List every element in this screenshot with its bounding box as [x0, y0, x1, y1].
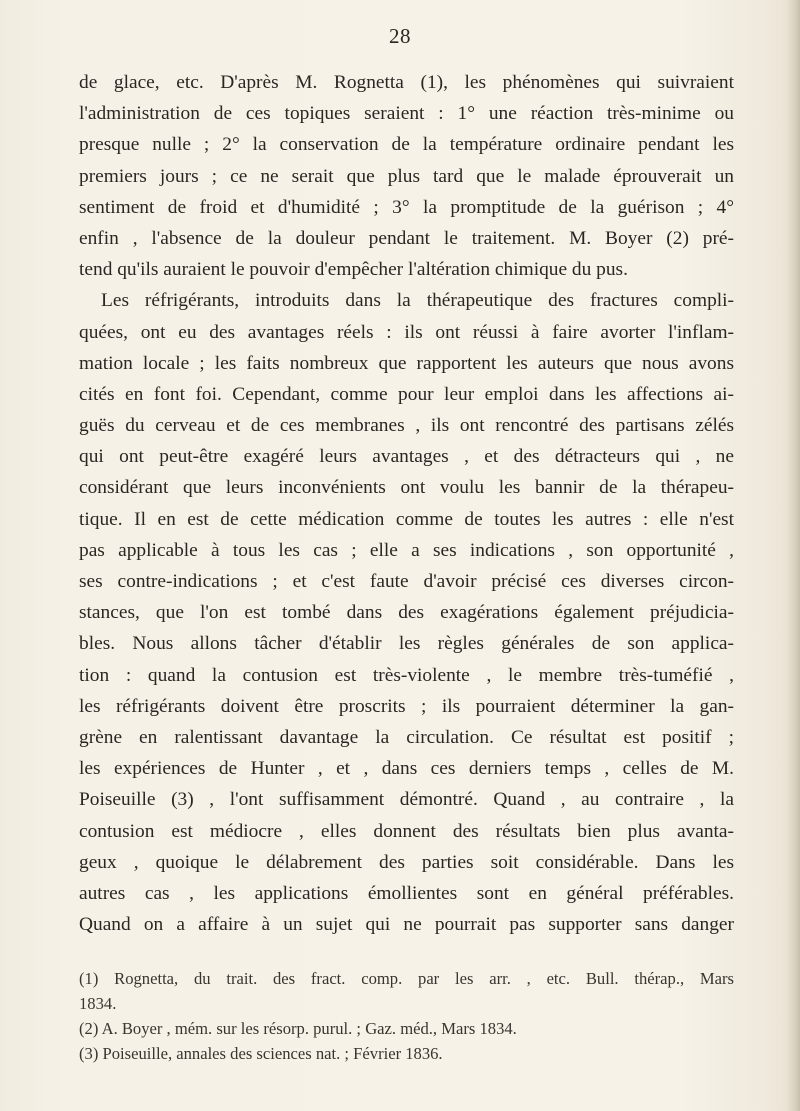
body-line: stances, que l'on est tombé dans des exagérations également préjudicia-: [79, 602, 734, 624]
page-number: 28: [389, 24, 411, 48]
body-line: les expériences de Hunter , et , dans ces derniers temps , celles de M.: [79, 758, 734, 780]
footnote-line: (1) Rognetta, du trait. des fract. comp. par les arr. , etc. Bull. thérap., Mars: [79, 969, 734, 988]
footnotes: [79, 966, 734, 1066]
body-line: autres cas , les applications émollientes sont en général préférables.: [79, 882, 734, 904]
body-line: Quand on a affaire à un sujet qui ne pourrait pas supporter sans danger: [79, 914, 734, 936]
body-text: [79, 67, 734, 940]
body-line: considérant que leurs inconvénients ont voulu les bannir de la thérapeu-: [79, 477, 734, 499]
body-line: enfin , l'absence de la douleur pendant le traitement. M. Boyer (2) pré-: [79, 227, 734, 249]
body-line: l'administration de ces topiques seraient : 1° une réaction très-minime ou: [79, 103, 734, 125]
body-line: grène en ralentissant davantage la circulation. Ce résultat est positif ;: [79, 726, 734, 748]
body-line: Les réfrigérants, introduits dans la thérapeutique des fractures compli-: [101, 290, 734, 312]
footnote-line: (3) Poiseuille, annales des sciences nat. ; Février 1836.: [79, 1044, 443, 1063]
body-line: presque nulle ; 2° la conservation de la température ordinaire pendant les: [79, 134, 734, 156]
body-line: quées, ont eu des avantages réels : ils ont réussi à faire avorter l'inflam-: [79, 321, 734, 343]
body-line: tique. Il en est de cette médication comme de toutes les autres : elle n'est: [79, 508, 734, 530]
body-line: qui ont peut-être exagéré leurs avantages , et des détracteurs qui , ne: [79, 446, 734, 468]
body-line: cités en font foi. Cependant, comme pour leur emploi dans les affections ai-: [79, 383, 734, 405]
body-line: tend qu'ils auraient le pouvoir d'empêcher l'altération chimique du pus.: [79, 259, 628, 281]
footnote-line: (2) A. Boyer , mém. sur les résorp. purul. ; Gaz. méd., Mars 1834.: [79, 1019, 517, 1038]
body-line: de glace, etc. D'après M. Rognetta (1), les phénomènes qui suivraient: [79, 72, 734, 93]
body-line: les réfrigérants doivent être proscrits ; ils pourraient déterminer la gan-: [79, 695, 734, 717]
body-line: geux , quoique le délabrement des parties soit considérable. Dans les: [79, 851, 734, 873]
body-line: sentiment de froid et d'humidité ; 3° la promptitude de la guérison ; 4°: [79, 196, 734, 218]
body-line: guës du cerveau et de ces membranes , ils ont rencontré des partisans zélés: [79, 415, 734, 437]
body-line: ses contre-indications ; et c'est faute d'avoir précisé ces diverses circon-: [79, 571, 734, 592]
body-line: Poiseuille (3) , l'ont suffisamment démontré. Quand , au contraire , la: [79, 789, 734, 811]
page-edge-shadow: [786, 0, 800, 1111]
footnote-line: 1834.: [79, 994, 117, 1013]
body-line: tion : quand la contusion est très-violente , le membre très-tuméfié ,: [79, 664, 734, 686]
body-line: mation locale ; les faits nombreux que rapportent les auteurs que nous avons: [79, 352, 734, 374]
body-line: bles. Nous allons tâcher d'établir les règles générales de son applica-: [79, 633, 734, 655]
body-line: premiers jours ; ce ne serait que plus tard que le malade éprouverait un: [79, 165, 734, 187]
body-line: pas applicable à tous les cas ; elle a ses indications , son opportunité ,: [79, 539, 734, 561]
body-line: contusion est médiocre , elles donnent des résultats bien plus avanta-: [79, 820, 734, 842]
